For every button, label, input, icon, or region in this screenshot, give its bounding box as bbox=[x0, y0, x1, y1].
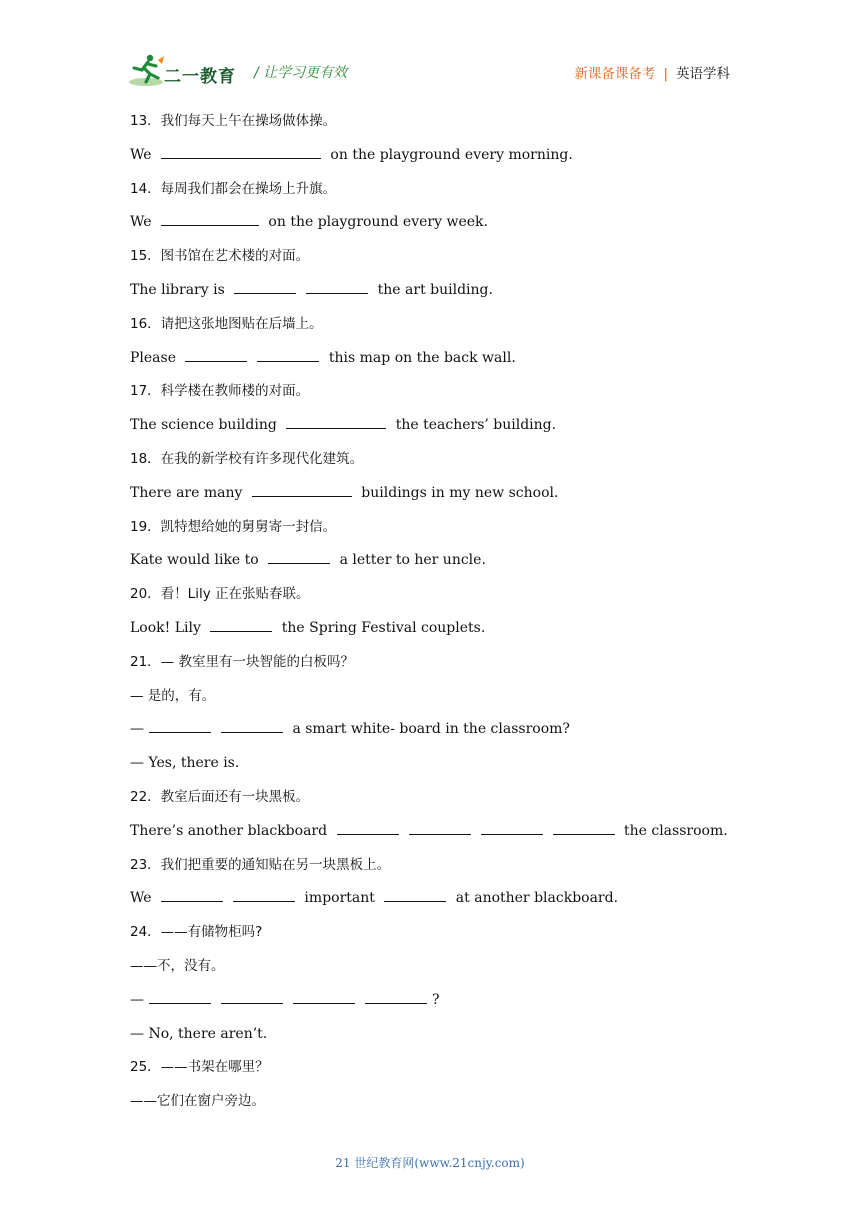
sentence-text: a smart white- board in the classroom? bbox=[288, 721, 570, 738]
answer-sentence bbox=[130, 481, 730, 515]
fill-blank[interactable] bbox=[161, 143, 321, 159]
fill-blank[interactable] bbox=[365, 988, 427, 1004]
fill-blank[interactable] bbox=[161, 210, 259, 226]
fill-blank[interactable] bbox=[252, 481, 352, 497]
question-prompt: 15．图书馆在艺术楼的对面。 bbox=[130, 248, 310, 265]
sentence-text: the teachers’ building. bbox=[391, 417, 557, 434]
page-header bbox=[128, 52, 730, 92]
question-prompt: 23．我们把重要的通知贴在另一块黑板上。 bbox=[130, 856, 391, 873]
fill-blank[interactable] bbox=[553, 819, 615, 835]
sentence-text: at another blackboard. bbox=[451, 890, 619, 907]
fill-blank[interactable] bbox=[221, 717, 283, 733]
runner-logo-icon bbox=[128, 52, 168, 90]
answer-sentence bbox=[130, 548, 730, 582]
question-prompt: 20．看！Lily 正在张贴春联。 bbox=[130, 586, 310, 603]
fill-blank[interactable] bbox=[293, 988, 355, 1004]
question-prompt: 25．——书架在哪里？ bbox=[130, 1059, 269, 1076]
sentence-text: — No, there aren’t. bbox=[130, 1025, 268, 1042]
answer-sentence bbox=[130, 346, 730, 380]
logo bbox=[128, 52, 250, 90]
fill-blank[interactable] bbox=[257, 346, 319, 362]
answer-sentence bbox=[130, 819, 730, 853]
sentence-text: this map on the back wall. bbox=[324, 349, 516, 366]
fill-blank[interactable] bbox=[337, 819, 399, 835]
answer-sentence bbox=[130, 413, 730, 447]
sentence-text: the art building. bbox=[373, 281, 493, 298]
sentence-text: important bbox=[299, 890, 380, 907]
answer-sentence bbox=[130, 988, 730, 1022]
fill-blank[interactable] bbox=[286, 413, 386, 429]
sentence-text: — bbox=[130, 721, 144, 738]
fill-blank[interactable] bbox=[149, 717, 211, 733]
fill-blank[interactable] bbox=[221, 988, 283, 1004]
question-prompt: 17．科学楼在教师楼的对面。 bbox=[130, 383, 310, 400]
fill-blank[interactable] bbox=[233, 886, 295, 902]
page-footer: 21 世纪教育网(www.21cnjy.com) bbox=[335, 1156, 525, 1170]
sentence-text: — Yes, there is. bbox=[130, 755, 240, 772]
fill-blank[interactable] bbox=[149, 988, 211, 1004]
sentence-text: ? bbox=[432, 991, 440, 1008]
answer-sentence bbox=[130, 210, 730, 244]
answer-sentence bbox=[130, 1022, 730, 1056]
answer-sentence bbox=[130, 751, 730, 785]
sentence-text: the classroom. bbox=[619, 822, 728, 839]
sentence-text: There’s another blackboard bbox=[130, 822, 332, 839]
fill-blank[interactable] bbox=[268, 548, 330, 564]
header-right bbox=[574, 62, 730, 82]
fill-blank[interactable] bbox=[210, 616, 272, 632]
slogan: / 让学习更有效 bbox=[254, 65, 348, 81]
header-separator: | bbox=[663, 66, 668, 82]
logo-text: 二一教育 bbox=[164, 67, 236, 87]
header-course-label: 新课备课备考 bbox=[574, 66, 656, 82]
question-prompt: 19．凯特想给她的舅舅寄一封信。 bbox=[130, 518, 337, 535]
fill-blank[interactable] bbox=[306, 278, 368, 294]
question-prompt: ——不，没有。 bbox=[130, 957, 225, 974]
fill-blank[interactable] bbox=[481, 819, 543, 835]
answer-sentence bbox=[130, 143, 730, 177]
fill-blank[interactable] bbox=[234, 278, 296, 294]
sentence-text: the Spring Festival couplets. bbox=[277, 619, 486, 636]
sentence-text: We bbox=[130, 890, 156, 907]
question-prompt: ——它们在窗户旁边。 bbox=[130, 1093, 265, 1110]
answer-sentence bbox=[130, 717, 730, 751]
sentence-text: Kate would like to bbox=[130, 552, 264, 569]
sentence-text: on the playground every week. bbox=[263, 214, 488, 231]
sentence-text: buildings in my new school. bbox=[356, 484, 559, 501]
sentence-text: The library is bbox=[130, 281, 230, 298]
sentence-text: a letter to her uncle. bbox=[335, 552, 486, 569]
question-prompt: 24．——有储物柜吗? bbox=[130, 924, 263, 941]
sentence-text: Look! Lily bbox=[130, 619, 206, 636]
fill-blank[interactable] bbox=[409, 819, 471, 835]
exercise-content bbox=[130, 109, 730, 1123]
question-prompt: 18．在我的新学校有许多现代化建筑。 bbox=[130, 450, 364, 467]
answer-sentence bbox=[130, 278, 730, 312]
question-prompt: 13．我们每天上午在操场做体操。 bbox=[130, 113, 337, 129]
fill-blank[interactable] bbox=[185, 346, 247, 362]
question-prompt: 16．请把这张地图贴在后墙上。 bbox=[130, 315, 323, 332]
answer-sentence bbox=[130, 616, 730, 650]
sentence-text: — bbox=[130, 991, 144, 1008]
sentence-text: The science building bbox=[130, 417, 282, 434]
question-prompt: 22．教室后面还有一块黑板。 bbox=[130, 788, 310, 805]
question-prompt: 14．每周我们都会在操场上升旗。 bbox=[130, 180, 337, 197]
fill-blank[interactable] bbox=[161, 886, 223, 902]
fill-blank[interactable] bbox=[384, 886, 446, 902]
answer-sentence bbox=[130, 886, 730, 920]
sentence-text: There are many bbox=[130, 484, 247, 501]
sentence-text: We bbox=[130, 146, 156, 163]
question-prompt: — 是的，有。 bbox=[130, 687, 216, 704]
sentence-text: We bbox=[130, 214, 156, 231]
sentence-text: on the playground every morning. bbox=[325, 146, 573, 163]
sentence-text: Please bbox=[130, 349, 181, 366]
header-subject-label: 英语学科 bbox=[676, 66, 730, 82]
question-prompt: 21．— 教室里有一块智能的白板吗？ bbox=[130, 653, 354, 670]
